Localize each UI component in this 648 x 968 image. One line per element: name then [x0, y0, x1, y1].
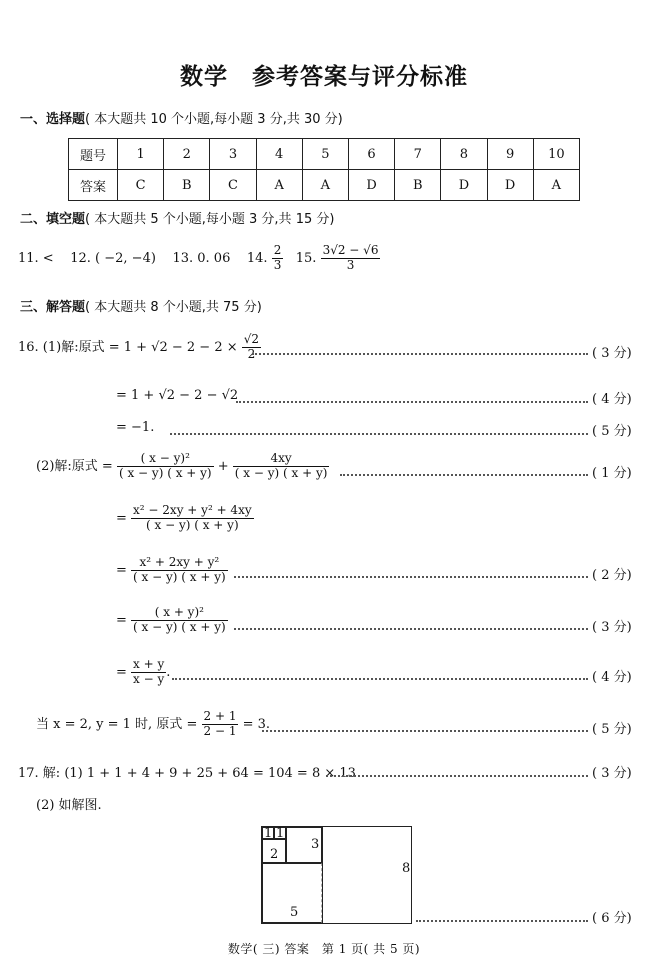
- score-label: ( 4 分): [592, 670, 632, 685]
- label-3: 3: [311, 837, 320, 852]
- label-2: 2: [270, 847, 279, 862]
- q17-part1: 17. 解: (1) 1 + 1 + 4 + 9 + 25 + 64 = 104 = 8 × 13: [18, 766, 356, 781]
- q16-fraction-6: [131, 658, 166, 687]
- q-number: 4: [256, 139, 302, 170]
- q16-p1-line2: = 1 + √2 − 2 − √2: [116, 388, 239, 403]
- table-row-numbers: [69, 139, 580, 170]
- leader-dots: [236, 401, 588, 403]
- leader-dots: [326, 775, 588, 777]
- section-3-note: ( 本大题共 8 个小题,共 75 分): [85, 300, 262, 315]
- row-label-number: 题号: [69, 139, 118, 170]
- q-answer: A: [533, 170, 579, 201]
- q16-p2-line4: = $\frac{\text{( x + y)²}}{( x - y) ( x + y)}$: [116, 605, 226, 634]
- fraction-denominator: 2: [247, 346, 256, 361]
- section-2-heading: [20, 208, 334, 227]
- label-1: 1: [264, 826, 273, 841]
- q-answer: C: [118, 170, 164, 201]
- leader-dots: [416, 920, 588, 922]
- q16-p1-fraction: [242, 333, 261, 362]
- score-label: ( 1 分): [592, 466, 632, 481]
- leader-dots: [234, 628, 588, 630]
- fraction-denominator: 3: [273, 257, 282, 272]
- leader-dots: [170, 433, 588, 435]
- q-answer: B: [395, 170, 441, 201]
- score-label: ( 4 分): [592, 392, 632, 407]
- q16-p2-line5: = $\frac{x + y}{x - y}$ .: [116, 657, 171, 686]
- label-8: 8: [402, 861, 411, 876]
- q16-fraction-2: [233, 452, 330, 481]
- leader-dots: [340, 474, 588, 476]
- fraction-numerator: 4xy: [233, 452, 330, 467]
- q16-p2-line1: (2)解:原式 = $\frac{\text{( x − y)²}}{( x - y) ( x + y)}$ + $\frac{4xy}{( x - y) ( x + y)}$: [36, 451, 328, 480]
- fraction-denominator: ( x − y) ( x + y): [133, 569, 226, 584]
- q-number: 6: [348, 139, 394, 170]
- q16-p1-expression: 16. (1)解:原式 = 1 + √2 − 2 − 2 ×: [18, 339, 238, 355]
- label-5: 5: [290, 905, 299, 920]
- fraction-numerator: x + y: [133, 657, 165, 671]
- leader-dots: [234, 576, 588, 578]
- fraction-denominator: 2 − 1: [203, 723, 237, 738]
- q16-fraction-4: [131, 556, 228, 585]
- q-answer: D: [441, 170, 487, 201]
- label-1: 1: [276, 826, 285, 841]
- page-footer: 数学( 三) 答案 第 1 页( 共 5 页): [227, 942, 421, 956]
- row-label-answer: 答案: [69, 170, 118, 201]
- answer-table: [68, 138, 580, 201]
- q-number: 9: [487, 139, 533, 170]
- score-label: ( 5 分): [592, 722, 632, 737]
- q-number: 7: [395, 139, 441, 170]
- fraction-numerator: 2: [273, 243, 282, 257]
- fraction-denominator: ( x − y) ( x + y): [118, 465, 212, 480]
- section-2-title: 二、填空题: [20, 212, 86, 227]
- leader-dots: [252, 353, 588, 355]
- square-8: [322, 827, 411, 923]
- eval-result: = 3.: [242, 716, 271, 732]
- q16-p1-line3: = −1.: [116, 420, 155, 435]
- fraction-denominator: 3: [346, 257, 355, 272]
- q-answer: A: [302, 170, 348, 201]
- q-number: 10: [533, 139, 579, 170]
- q16-p2-label: (2)解:原式 =: [36, 458, 113, 474]
- section-1-note: ( 本大题共 10 个小题,每小题 3 分,共 30 分): [85, 112, 343, 127]
- q16-fraction-1: [117, 452, 214, 481]
- q-answer: D: [487, 170, 533, 201]
- section-2-note: ( 本大题共 5 个小题,每小题 3 分,共 15 分): [85, 212, 335, 227]
- q-number: 2: [164, 139, 210, 170]
- q-number: 3: [210, 139, 256, 170]
- fraction-numerator: ( x + y)²: [131, 606, 228, 621]
- fill-answers: [18, 244, 380, 273]
- q16-evaluation: [36, 710, 270, 739]
- leader-dots: [262, 730, 588, 732]
- fraction-numerator: 2 + 1: [203, 709, 237, 723]
- q16-fraction-3: [131, 504, 254, 533]
- q16-p2-line3: = $\frac{\text{x² + 2xy + y²}}{( x - y) ( x + y)}$: [116, 555, 226, 584]
- section-1-title: 一、选择题: [20, 112, 86, 127]
- q-number: 1: [118, 139, 164, 170]
- q-answer: D: [348, 170, 394, 201]
- q-number: 5: [302, 139, 348, 170]
- answer-15-fraction: [321, 244, 381, 273]
- fraction-numerator: x² − 2xy + y² + 4xy: [133, 503, 252, 517]
- answer-11: 11. <: [18, 250, 54, 266]
- fraction-numerator: ( x − y)²: [117, 452, 214, 467]
- q-answer: C: [210, 170, 256, 201]
- fraction-numerator: √2: [243, 332, 260, 346]
- leader-dots: [172, 678, 588, 680]
- table-row-answers: [69, 170, 580, 201]
- score-label: ( 5 分): [592, 424, 632, 439]
- score-label: ( 2 分): [592, 568, 632, 583]
- q17-part2: (2) 如解图.: [36, 798, 102, 813]
- fraction-denominator: ( x − y) ( x + y): [146, 517, 239, 532]
- fraction-denominator: ( x − y) ( x + y): [133, 619, 226, 634]
- score-label: ( 3 分): [592, 620, 632, 635]
- answer-15-label: 15.: [295, 250, 317, 266]
- section-3-title: 三、解答题: [20, 300, 86, 315]
- score-label: ( 6 分): [592, 911, 632, 926]
- fraction-numerator: x² + 2xy + y²: [131, 556, 228, 571]
- section-3-heading: [20, 296, 262, 315]
- eval-fraction: [202, 710, 239, 739]
- score-label: ( 3 分): [592, 766, 632, 781]
- answer-14-label: 14.: [246, 250, 268, 266]
- answer-12: 12. ( −2, −4): [70, 250, 156, 266]
- q-answer: B: [164, 170, 210, 201]
- q-number: 8: [441, 139, 487, 170]
- eval-prefix: 当 x = 2, y = 1 时, 原式 =: [36, 716, 198, 732]
- q16-p1-line1: [18, 333, 261, 362]
- fibonacci-rectangle-figure: [261, 826, 412, 924]
- fraction-denominator: ( x − y) ( x + y): [234, 465, 328, 480]
- q-answer: A: [256, 170, 302, 201]
- section-1-heading: [20, 108, 343, 127]
- answer-14-fraction: [272, 244, 284, 273]
- score-label: ( 3 分): [592, 346, 632, 361]
- fraction-numerator: 3√2 − √6: [322, 243, 379, 257]
- q16-p2-line2: = $\frac{\text{x² − 2xy + y² + 4xy}}{( x - y) ( x + y)}$: [116, 503, 252, 532]
- fraction-denominator: x − y: [133, 671, 165, 686]
- page-title: 数学 参考答案与评分标准: [180, 64, 468, 90]
- q16-fraction-5: [131, 606, 228, 635]
- answer-13: 13. 0. 06: [172, 250, 231, 266]
